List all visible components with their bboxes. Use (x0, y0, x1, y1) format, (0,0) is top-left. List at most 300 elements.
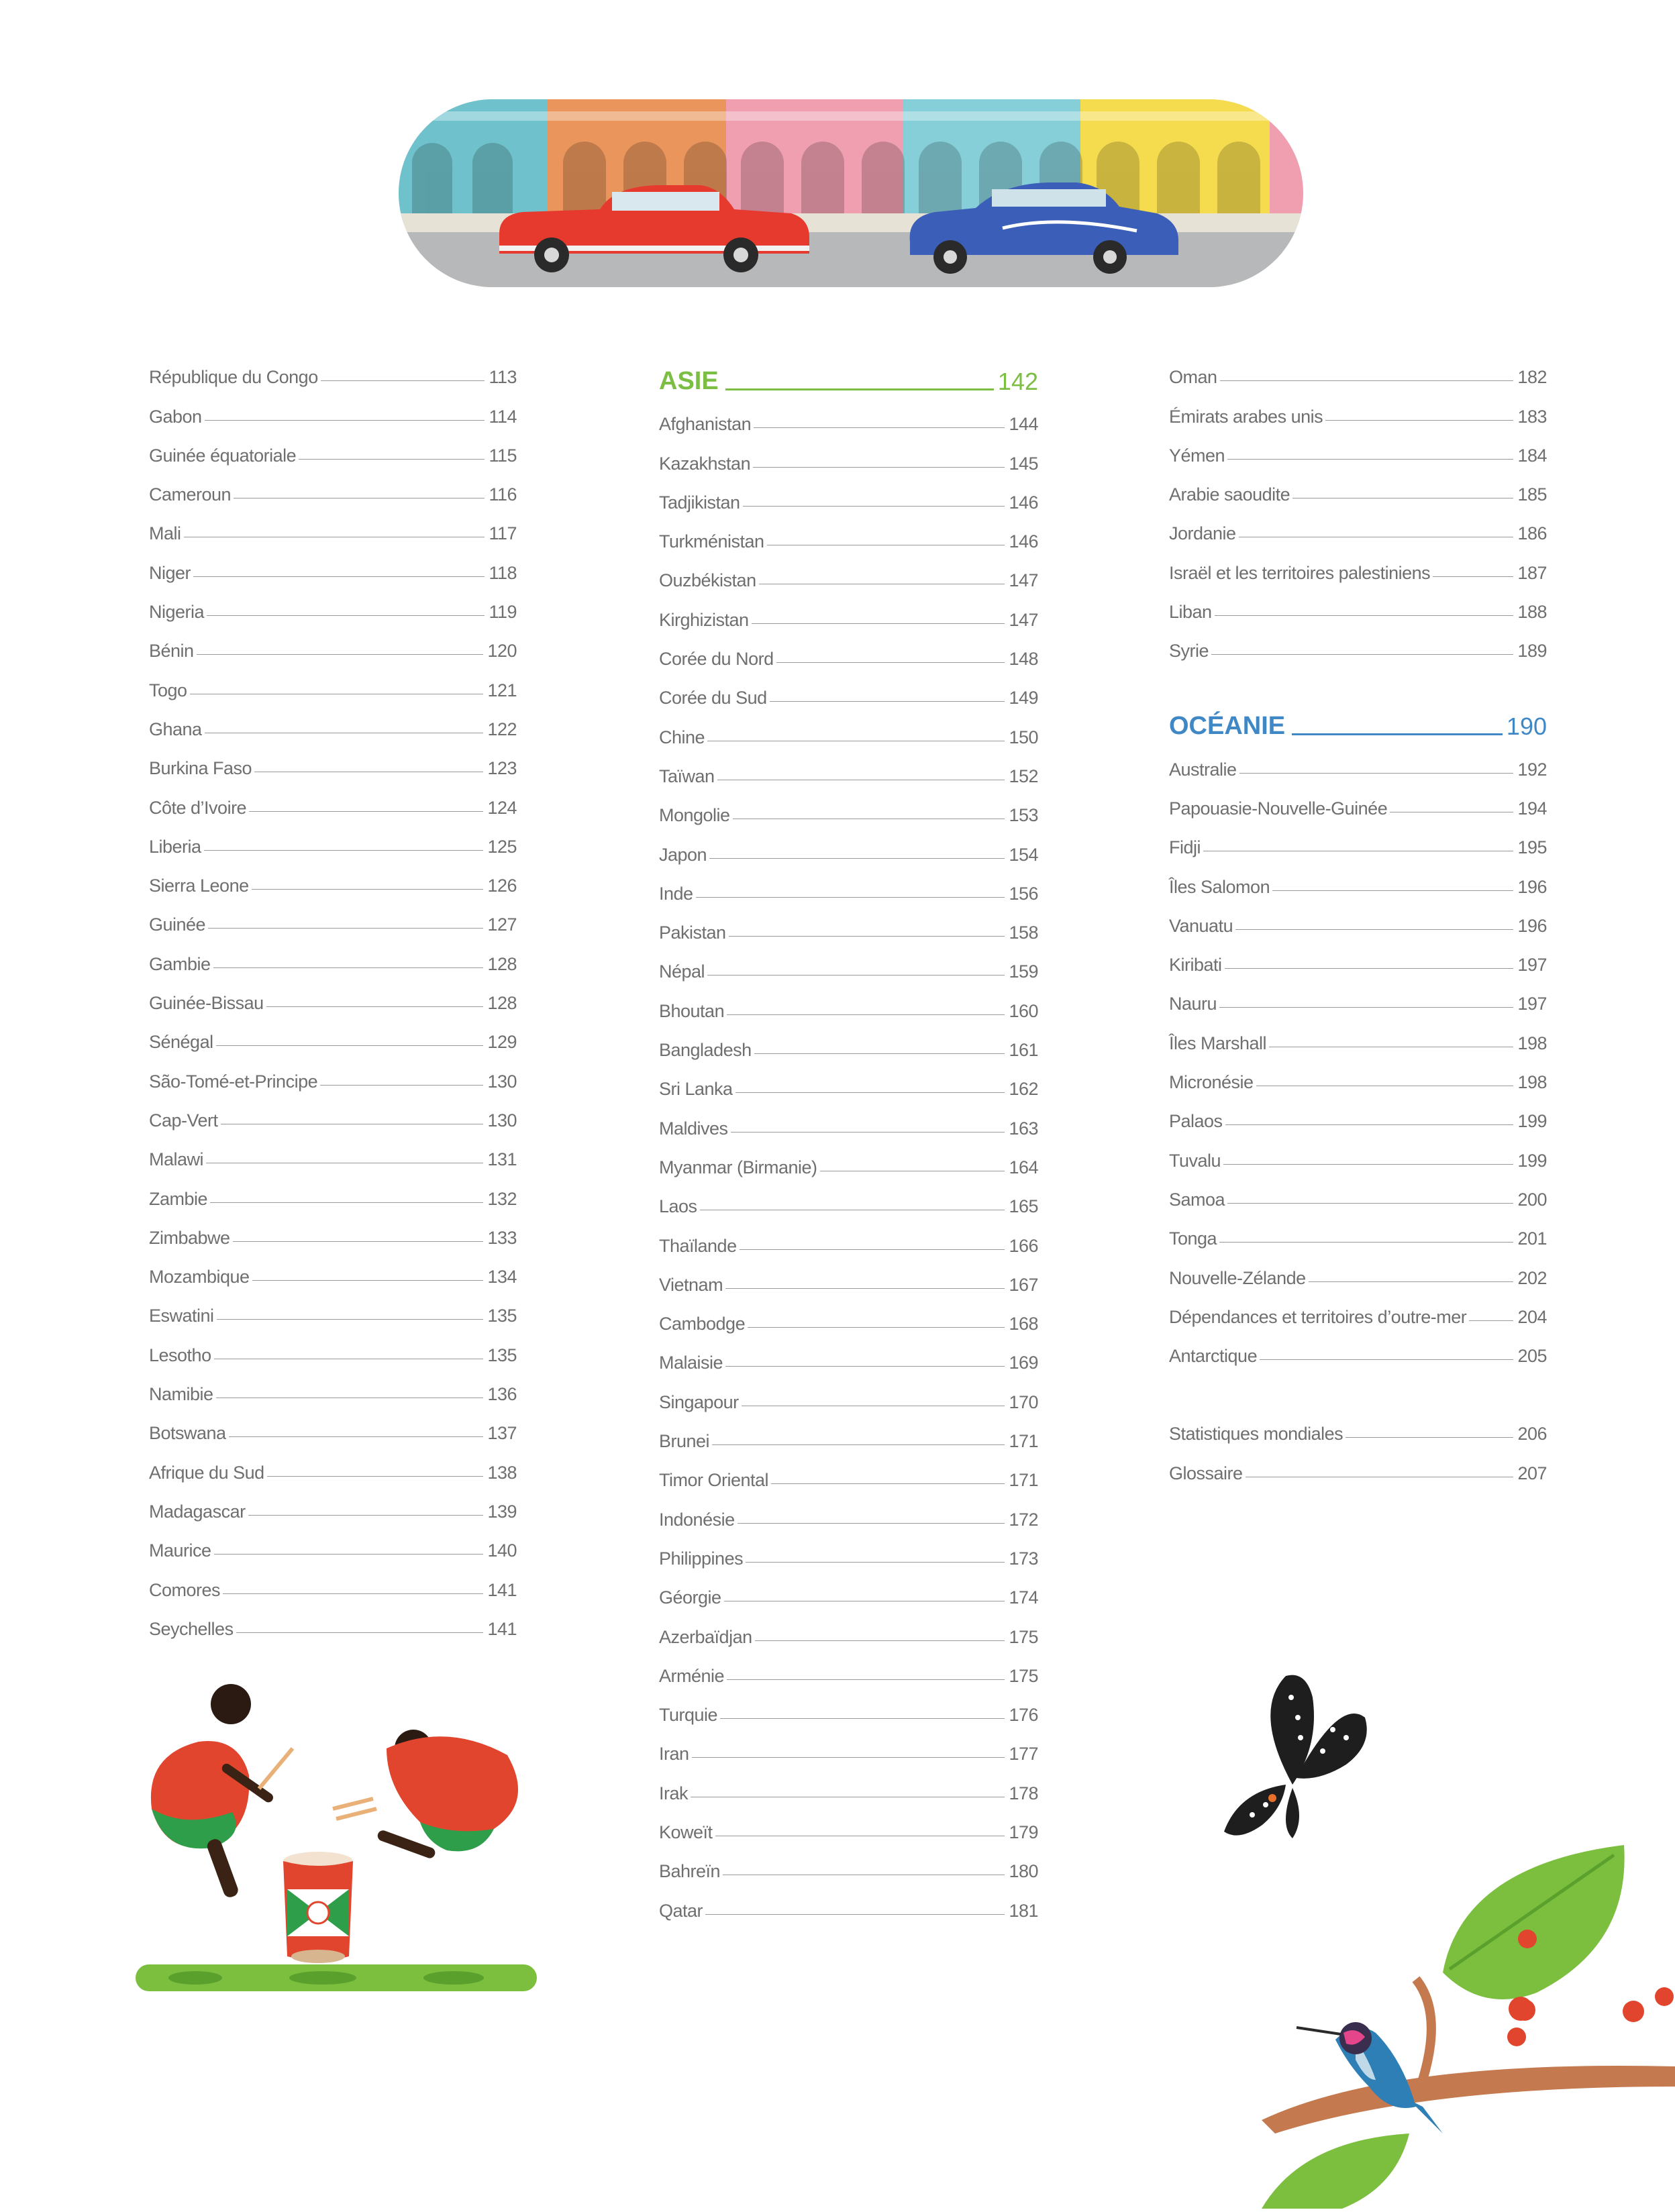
entry-title: Tadjikistan (659, 492, 740, 513)
leader-line (748, 1327, 1005, 1328)
leader-line (735, 1092, 1005, 1093)
entry-page-number: 168 (1009, 1314, 1038, 1334)
leader-line (320, 1085, 483, 1086)
entry-page-number: 182 (1517, 367, 1547, 388)
toc-entry[interactable] (149, 1170, 517, 1209)
butterfly-illustration (1212, 1671, 1373, 1845)
entry-page-number: 118 (489, 562, 517, 583)
entry-page-number: 175 (1009, 1626, 1038, 1647)
leader-line (712, 1444, 1005, 1445)
entry-title: Afghanistan (659, 414, 752, 435)
entry-page-number: 167 (1009, 1274, 1038, 1295)
entry-title: Turquie (659, 1705, 718, 1726)
section-page-number: 142 (997, 368, 1038, 395)
toc-entry[interactable] (149, 505, 517, 544)
leader-line (216, 1045, 484, 1046)
leader-line (1272, 890, 1513, 891)
toc-column-oceania (1169, 349, 1547, 1484)
entry-title: Iran (659, 1744, 689, 1765)
toc-entry[interactable] (659, 1061, 1038, 1100)
entry-title: Qatar (659, 1900, 703, 1921)
entry-title: Brunei (659, 1431, 710, 1452)
entry-title: Géorgie (659, 1587, 721, 1608)
entry-page-number: 196 (1517, 876, 1547, 897)
entry-page-number: 169 (1009, 1353, 1038, 1373)
heading-leader-line (725, 388, 994, 390)
entry-page-number: 165 (1009, 1196, 1038, 1217)
toc-entry[interactable] (659, 1726, 1038, 1765)
toc-entry[interactable] (659, 982, 1038, 1021)
entry-title: São-Tomé-et-Principe (149, 1071, 318, 1092)
toc-entry[interactable] (149, 349, 517, 388)
toc-entry[interactable] (149, 857, 517, 896)
toc-entry[interactable] (1169, 466, 1547, 505)
hummingbird-on-branch-illustration (1221, 1838, 1675, 2209)
toc-entry[interactable] (659, 787, 1038, 826)
toc-entry[interactable] (1169, 623, 1547, 662)
entry-page-number: 185 (1517, 484, 1547, 505)
toc-entry[interactable] (1169, 1444, 1547, 1483)
toc-entry[interactable] (149, 1092, 517, 1131)
entry-title: Vanuatu (1169, 915, 1233, 936)
leader-line (705, 1914, 1005, 1915)
toc-entry[interactable] (149, 779, 517, 818)
leader-line (770, 701, 1005, 702)
entry-title: Kiribati (1169, 955, 1222, 976)
entry-page-number: 179 (1009, 1822, 1038, 1842)
leader-line (197, 654, 484, 655)
toc-entry[interactable] (659, 943, 1038, 982)
entry-page-number: 119 (489, 602, 517, 623)
entry-title: Myanmar (Birmanie) (659, 1157, 817, 1177)
toc-entry[interactable] (659, 474, 1038, 513)
entry-title: Gambie (149, 953, 211, 974)
toc-entry[interactable] (659, 1296, 1038, 1334)
entry-title: Samoa (1169, 1189, 1225, 1210)
entry-page-number: 141 (487, 1618, 517, 1639)
entry-page-number: 172 (1009, 1509, 1038, 1530)
entry-title: Comores (149, 1579, 221, 1600)
toc-entry[interactable] (1169, 1328, 1547, 1367)
entry-page-number: 120 (487, 641, 517, 662)
entry-page-number: 148 (1009, 649, 1038, 670)
entry-page-number: 137 (487, 1423, 517, 1444)
entry-title: Lesotho (149, 1345, 211, 1365)
leader-line (696, 897, 1005, 898)
entry-title: Maurice (149, 1540, 211, 1561)
toc-entry[interactable] (1169, 584, 1547, 623)
entry-title: Liberia (149, 836, 201, 857)
toc-entry[interactable] (659, 435, 1038, 474)
entry-page-number: 156 (1009, 883, 1038, 904)
entry-page-number: 135 (487, 1345, 517, 1365)
toc-entry[interactable] (659, 396, 1038, 435)
entry-page-number: 198 (1517, 1033, 1547, 1053)
toc-entry[interactable] (149, 388, 517, 427)
entry-title: Azerbaïdjan (659, 1626, 752, 1647)
toc-entry[interactable] (659, 1491, 1038, 1530)
toc-entry[interactable] (659, 670, 1038, 708)
entry-page-number: 195 (1517, 837, 1547, 858)
toc-entry[interactable] (1169, 858, 1547, 897)
leader-line (729, 936, 1005, 937)
leader-line (233, 1241, 484, 1242)
toc-entry[interactable] (1169, 1132, 1547, 1171)
entry-page-number: 186 (1517, 523, 1547, 544)
section-gap (1169, 662, 1547, 700)
entry-page-number: 136 (487, 1384, 517, 1405)
toc-entry[interactable] (149, 427, 517, 466)
entry-page-number: 183 (1517, 406, 1547, 427)
toc-entry[interactable] (149, 1210, 517, 1249)
toc-entry[interactable] (1169, 505, 1547, 544)
toc-entry[interactable] (149, 1601, 517, 1640)
entry-page-number: 123 (487, 758, 517, 779)
entry-title: Nouvelle-Zélande (1169, 1267, 1306, 1288)
section-page-number: 190 (1506, 713, 1547, 741)
entry-page-number: 198 (1517, 1072, 1547, 1093)
toc-entry[interactable] (149, 623, 517, 662)
toc-entry[interactable] (1169, 898, 1547, 937)
toc-entry[interactable] (1169, 1054, 1547, 1093)
entry-page-number: 141 (487, 1579, 517, 1600)
entry-title: Dépendances et territoires d’outre-mer (1169, 1306, 1467, 1327)
toc-entry[interactable] (1169, 1171, 1547, 1210)
entry-page-number: 131 (487, 1149, 517, 1170)
toc-entry[interactable] (659, 1257, 1038, 1296)
leader-line (1325, 420, 1513, 421)
entry-page-number: 158 (1009, 923, 1038, 943)
entry-title: Togo (149, 680, 187, 700)
toc-entry[interactable] (659, 1804, 1038, 1843)
entry-page-number: 116 (489, 484, 517, 505)
toc-entry[interactable] (149, 1483, 517, 1522)
toc-entry[interactable] (149, 662, 517, 700)
entry-page-number: 139 (487, 1501, 517, 1522)
entry-page-number: 147 (1009, 570, 1038, 591)
toc-entry[interactable] (659, 552, 1038, 591)
entry-title: Cameroun (149, 484, 232, 505)
entry-title: Côte d’Ivoire (149, 797, 247, 818)
toc-entry[interactable] (659, 1843, 1038, 1882)
entry-title: Taïwan (659, 766, 715, 786)
leader-line (1219, 1007, 1513, 1008)
entry-page-number: 178 (1009, 1783, 1038, 1803)
entry-title: Corée du Nord (659, 649, 774, 670)
toc-entry[interactable] (149, 1131, 517, 1170)
toc-entry[interactable] (1169, 388, 1547, 427)
toc-entry[interactable] (659, 826, 1038, 865)
entry-title: Oman (1169, 367, 1217, 388)
entry-title: Thaïlande (659, 1235, 737, 1256)
leader-line (725, 1288, 1005, 1289)
toc-entry[interactable] (659, 1100, 1038, 1139)
entry-page-number: 206 (1517, 1424, 1547, 1444)
entry-title: Seychelles (149, 1618, 234, 1639)
toc-entry[interactable] (149, 1287, 517, 1326)
leader-line (709, 858, 1005, 859)
leader-line (229, 1436, 484, 1437)
entry-title: Mali (149, 523, 181, 544)
entry-page-number: 133 (487, 1227, 517, 1248)
entry-page-number: 146 (1009, 492, 1038, 513)
entry-page-number: 124 (487, 797, 517, 818)
entry-page-number: 181 (1009, 1900, 1038, 1921)
entry-page-number: 114 (489, 406, 517, 427)
entry-page-number: 170 (1009, 1391, 1038, 1412)
entry-title: Namibie (149, 1384, 213, 1405)
entry-title: Sénégal (149, 1032, 213, 1053)
entry-title: Eswatini (149, 1306, 214, 1326)
toc-entry[interactable] (1169, 1014, 1547, 1053)
leader-line (249, 811, 483, 812)
entry-title: Jordanie (1169, 523, 1236, 544)
leader-line (754, 427, 1005, 428)
entry-title: Madagascar (149, 1501, 246, 1522)
heading-leader-line (1292, 733, 1503, 735)
entry-title: Antarctique (1169, 1346, 1258, 1367)
toc-entry[interactable] (1169, 1249, 1547, 1288)
toc-entry[interactable] (659, 1765, 1038, 1803)
entry-title: Guinée (149, 914, 206, 935)
leader-line (207, 615, 485, 616)
entry-page-number: 150 (1009, 727, 1038, 747)
entry-title: Australie (1169, 759, 1237, 780)
entry-title: Kirghizistan (659, 609, 749, 630)
entry-title: Arménie (659, 1665, 725, 1686)
entry-title: Zimbabwe (149, 1227, 230, 1248)
entry-title: Sierra Leone (149, 876, 249, 896)
leader-line (299, 459, 485, 460)
toc-entry[interactable] (1169, 349, 1547, 388)
entry-page-number: 202 (1517, 1267, 1547, 1288)
street-with-vintage-cars-illustration (399, 99, 1303, 287)
entry-page-number: 128 (487, 993, 517, 1014)
toc-entry[interactable] (149, 1053, 517, 1092)
entry-page-number: 201 (1517, 1228, 1547, 1249)
toc-entry[interactable] (1169, 1093, 1547, 1132)
leader-line (707, 975, 1005, 976)
toc-entry[interactable] (659, 1882, 1038, 1921)
toc-entry[interactable] (1169, 780, 1547, 819)
entry-title: Philippines (659, 1548, 744, 1569)
entry-page-number: 196 (1517, 915, 1547, 936)
entry-page-number: 159 (1009, 961, 1038, 982)
toc-entry[interactable] (1169, 1406, 1547, 1444)
toc-entry[interactable] (659, 1569, 1038, 1608)
leader-line (746, 1562, 1005, 1563)
entry-title: Tonga (1169, 1228, 1217, 1249)
entry-page-number: 149 (1009, 688, 1038, 708)
toc-entry[interactable] (149, 544, 517, 583)
toc-entry[interactable] (659, 631, 1038, 670)
entry-title: Niger (149, 562, 191, 583)
leader-line (248, 1515, 484, 1516)
entry-page-number: 144 (1009, 414, 1038, 435)
toc-entry[interactable] (149, 1405, 517, 1444)
toc-entry[interactable] (659, 1178, 1038, 1217)
entry-title: Timor Oriental (659, 1470, 769, 1491)
leader-line (720, 1718, 1005, 1719)
entry-page-number: 189 (1517, 641, 1547, 662)
entry-page-number: 122 (487, 719, 517, 739)
toc-entry[interactable] (659, 1608, 1038, 1647)
toc-entry[interactable] (659, 1373, 1038, 1412)
toc-entry[interactable] (659, 1217, 1038, 1256)
toc-entry[interactable] (149, 975, 517, 1014)
entry-title: Émirats arabes unis (1169, 406, 1323, 427)
toc-entry[interactable] (659, 591, 1038, 630)
entry-page-number: 128 (487, 953, 517, 974)
entry-title: Koweït (659, 1822, 713, 1842)
section-heading-oceanie[interactable] (1169, 700, 1547, 741)
leader-line (252, 889, 484, 890)
toc-entry[interactable] (659, 1452, 1038, 1491)
entry-title: Ghana (149, 719, 202, 739)
toc-entry[interactable] (149, 1366, 517, 1405)
drummers-illustration (132, 1675, 541, 1997)
toc-column-asia (659, 349, 1038, 1921)
entry-title: Afrique du Sud (149, 1462, 264, 1483)
toc-entry[interactable] (1169, 819, 1547, 858)
entry-page-number: 154 (1009, 844, 1038, 865)
entry-page-number: 175 (1009, 1665, 1038, 1686)
leader-line (1433, 576, 1513, 577)
leader-line (725, 1366, 1005, 1367)
toc-entry[interactable] (659, 904, 1038, 943)
toc-entry[interactable] (1169, 937, 1547, 976)
entry-title: Statistiques mondiales (1169, 1424, 1343, 1444)
entry-title: Nauru (1169, 994, 1217, 1014)
entry-title: Sri Lanka (659, 1079, 733, 1100)
entry-title: Fidji (1169, 837, 1201, 858)
entry-page-number: 153 (1009, 805, 1038, 826)
entry-page-number: 121 (487, 680, 517, 700)
toc-entry[interactable] (659, 1139, 1038, 1178)
entry-title: Îles Salomon (1169, 876, 1270, 897)
entry-page-number: 164 (1009, 1157, 1038, 1177)
toc-entry[interactable] (149, 1014, 517, 1053)
toc-entry[interactable] (149, 1522, 517, 1561)
entry-page-number: 127 (487, 914, 517, 935)
entry-page-number: 115 (489, 445, 517, 466)
entry-title: République du Congo (149, 367, 318, 388)
entry-page-number: 166 (1009, 1235, 1038, 1256)
entry-title: Vietnam (659, 1274, 723, 1295)
entry-page-number: 162 (1009, 1079, 1038, 1100)
toc-entry[interactable] (1169, 741, 1547, 780)
entry-title: Bénin (149, 641, 194, 662)
toc-entry[interactable] (149, 1326, 517, 1365)
section-title: ASIE (659, 367, 719, 395)
leader-line (204, 850, 484, 851)
toc-entry[interactable] (149, 819, 517, 857)
toc-entry[interactable] (149, 896, 517, 935)
toc-entry[interactable] (149, 1444, 517, 1483)
entry-title: Guinée-Bissau (149, 993, 264, 1014)
entry-page-number: 125 (487, 836, 517, 857)
toc-entry[interactable] (659, 1022, 1038, 1061)
leader-line (1225, 1124, 1514, 1125)
entry-title: Népal (659, 961, 705, 982)
toc-entry[interactable] (659, 1334, 1038, 1373)
leader-line (727, 1679, 1005, 1680)
leader-line (223, 1593, 483, 1594)
toc-entry[interactable] (1169, 544, 1547, 583)
entry-page-number: 197 (1517, 994, 1547, 1014)
entry-page-number: 199 (1517, 1150, 1547, 1171)
toc-entry[interactable] (659, 865, 1038, 904)
toc-entry[interactable] (149, 701, 517, 740)
entry-title: Liban (1169, 602, 1212, 623)
entry-page-number: 180 (1009, 1861, 1038, 1882)
entry-title: Tuvalu (1169, 1150, 1221, 1171)
toc-entry[interactable] (149, 740, 517, 779)
toc-entry[interactable] (1169, 1289, 1547, 1328)
toc-entry[interactable] (149, 935, 517, 974)
toc-entry[interactable] (659, 513, 1038, 552)
leader-line (1225, 968, 1514, 969)
leader-line (754, 1053, 1005, 1054)
entry-page-number: 192 (1517, 759, 1547, 780)
entry-page-number: 152 (1009, 766, 1038, 786)
toc-entry[interactable] (659, 748, 1038, 787)
entry-page-number: 138 (487, 1462, 517, 1483)
toc-entry[interactable] (149, 1249, 517, 1287)
entry-title: Indonésie (659, 1509, 735, 1530)
leader-line (217, 1319, 484, 1320)
toc-entry[interactable] (659, 1687, 1038, 1726)
entry-page-number: 174 (1009, 1587, 1038, 1608)
entry-title: Mongolie (659, 805, 730, 826)
toc-entry[interactable] (659, 1413, 1038, 1452)
entry-title: Nigeria (149, 602, 205, 623)
entry-page-number: 117 (489, 523, 517, 544)
leader-line (743, 506, 1005, 507)
leader-line (1260, 1359, 1513, 1360)
toc-entry[interactable] (1169, 976, 1547, 1014)
entry-title: Cap-Vert (149, 1110, 218, 1130)
leader-line (267, 1476, 484, 1477)
toc-entry[interactable] (1169, 1210, 1547, 1249)
entry-title: Papouasie-Nouvelle-Guinée (1169, 798, 1388, 819)
entry-title: Bhoutan (659, 1000, 725, 1021)
entry-title: Laos (659, 1196, 697, 1217)
toc-column-africa (149, 349, 517, 1640)
toc-entry[interactable] (659, 708, 1038, 747)
entry-page-number: 130 (487, 1110, 517, 1130)
entry-page-number: 126 (487, 876, 517, 896)
toc-entry[interactable] (659, 1530, 1038, 1569)
entry-page-number: 129 (487, 1032, 517, 1053)
entry-page-number: 197 (1517, 955, 1547, 976)
entry-title: Malawi (149, 1149, 204, 1170)
leader-line (210, 1202, 483, 1203)
entry-page-number: 147 (1009, 609, 1038, 630)
toc-entry[interactable] (149, 466, 517, 505)
entry-page-number: 135 (487, 1306, 517, 1326)
toc-entry[interactable] (149, 1561, 517, 1600)
toc-entry[interactable] (149, 584, 517, 623)
toc-entry[interactable] (659, 1648, 1038, 1687)
entry-title: Guinée équatoriale (149, 445, 297, 466)
entry-page-number: 173 (1009, 1548, 1038, 1569)
section-heading-asie[interactable] (659, 356, 1038, 396)
leader-line (193, 576, 485, 577)
leader-line (1309, 1281, 1514, 1282)
toc-entry[interactable] (1169, 427, 1547, 466)
leader-line (1346, 1437, 1513, 1438)
